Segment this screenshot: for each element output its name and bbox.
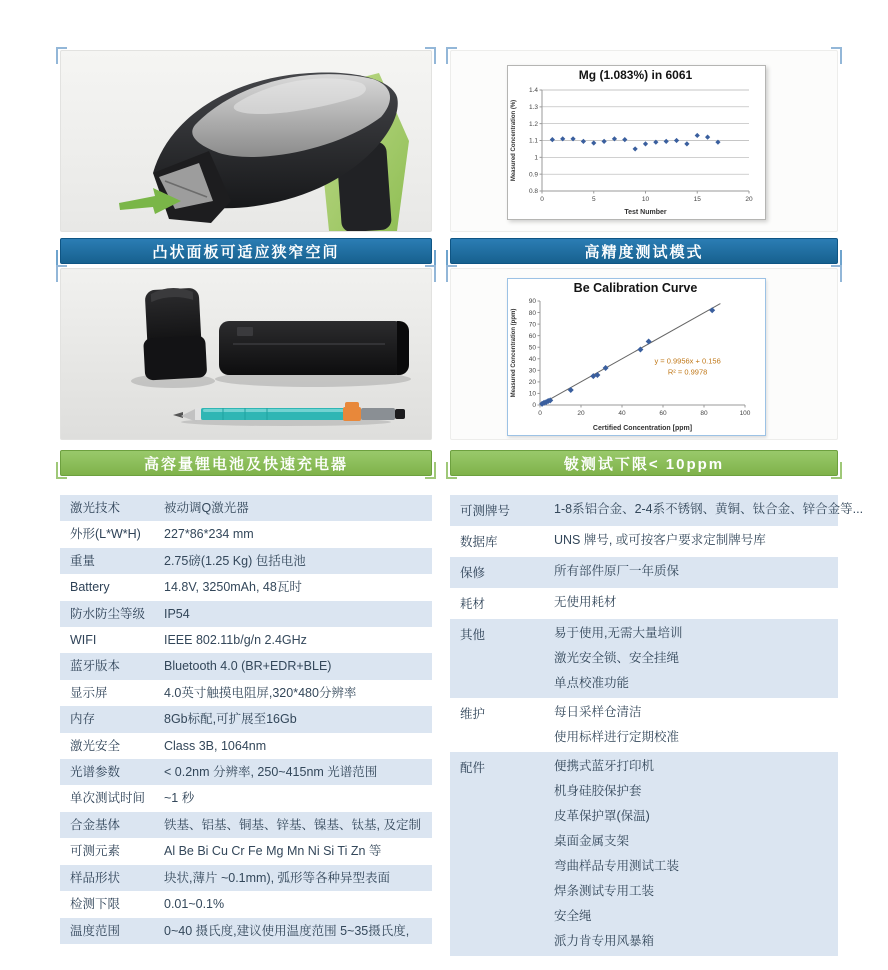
- spec-label: 重量: [70, 553, 96, 568]
- left-column: [60, 50, 432, 944]
- y-tick-label: 10: [528, 390, 536, 398]
- data-point: [664, 139, 669, 144]
- x-tick-label: 80: [700, 410, 708, 417]
- spec-value-group: [164, 627, 432, 653]
- y-tick-label: 50: [528, 344, 536, 352]
- spec-value: 铁基、铝基、铜基、锌基、镍基、钛基, 及定制: [164, 817, 421, 832]
- table-row: [60, 495, 432, 521]
- spec-value: 每日采样仓清洁: [554, 705, 642, 719]
- table-row: [60, 812, 432, 838]
- x-tick-label: 10: [641, 196, 650, 203]
- battery-cap: [141, 286, 208, 380]
- spec-value: Bluetooth 4.0 (BR+EDR+BLE): [164, 659, 332, 674]
- caption-text: 铍测试下限< 10ppm: [563, 455, 725, 473]
- spec-value: 所有部件原厂一年质保: [554, 564, 680, 578]
- x-axis-ticks: [540, 191, 753, 203]
- table-row: [60, 891, 432, 917]
- spec-label: WIFI: [70, 633, 97, 648]
- battery-photo: [60, 268, 432, 440]
- section-be-limit: [450, 268, 838, 476]
- spec-value-group: [546, 497, 863, 524]
- spec-label: 合金基体: [70, 817, 121, 832]
- spec-value: 弯曲样品专用测试工装: [554, 859, 680, 873]
- table-row: [450, 526, 838, 557]
- spec-label: 显示屏: [70, 685, 108, 700]
- x-tick-label: 40: [618, 410, 626, 417]
- spec-label: 激光技术: [70, 501, 121, 515]
- data-point: [550, 137, 555, 142]
- spec-value: 焊条测试专用工装: [554, 884, 655, 898]
- spec-value-group: [164, 680, 432, 706]
- table-row: [60, 838, 432, 864]
- table-row: [60, 574, 432, 600]
- spec-value: 激光安全锁、安全挂绳: [554, 651, 680, 665]
- spec-value: Class 3B, 1064nm: [164, 738, 267, 753]
- table-row: [60, 653, 432, 679]
- spec-value: 被动调Q激光器: [164, 501, 249, 515]
- data-point: [684, 141, 689, 146]
- data-point: [705, 135, 710, 140]
- spec-value: 8Gb标配,可扩展至16Gb: [164, 712, 297, 727]
- equation-annotation: [654, 356, 720, 376]
- spec-label: 蓝牙版本: [70, 659, 121, 674]
- spec-label: 内存: [70, 712, 96, 727]
- y-tick-label: 40: [528, 355, 536, 363]
- y-tick-label: 0.8: [528, 188, 538, 196]
- spec-label: 耗材: [460, 597, 486, 611]
- spec-value-group: [546, 528, 838, 555]
- spec-value-group: [164, 495, 432, 521]
- spec-value: Al Be Bi Cu Cr Fe Mg Mn Ni Si Ti Zn 等: [164, 844, 382, 859]
- gridlines: [542, 90, 749, 174]
- spec-value-group: [546, 559, 838, 586]
- spec-value: 0~40 摄氏度,建议使用温度范围 5~35摄氏度,: [164, 923, 410, 938]
- data-point: [581, 139, 586, 144]
- spec-value: 派力肯专用风暴箱: [554, 934, 655, 948]
- data-points: [550, 133, 721, 152]
- be-chart: [507, 278, 766, 436]
- y-tick-label: 1.3: [528, 104, 538, 112]
- spec-value: 无使用耗材: [554, 595, 617, 609]
- table-row: [60, 918, 432, 944]
- spec-label: 配件: [460, 761, 486, 775]
- spec-value-group: [164, 865, 432, 891]
- spec-value: IEEE 802.11b/g/n 2.4GHz: [164, 633, 307, 648]
- x-axis-label: Test Number: [624, 209, 667, 216]
- spec-value-group: [164, 891, 432, 917]
- table-row: [450, 698, 838, 752]
- spec-value: 桌面金属支架: [554, 834, 630, 848]
- section-battery: [60, 268, 432, 476]
- table-row: [60, 680, 432, 706]
- y-axis-ticks: [529, 298, 540, 409]
- be-chart-panel: [450, 268, 838, 440]
- caption-banner-battery: [60, 450, 432, 476]
- table-row: [60, 521, 432, 547]
- spec-label: Battery: [70, 580, 110, 595]
- spec-value: 机身硅胶保护套: [554, 784, 642, 798]
- spec-value: UNS 牌号, 或可按客户要求定制牌号库: [554, 533, 766, 547]
- battery-pack: [219, 321, 409, 375]
- data-point: [568, 387, 574, 393]
- chart-title: Be Calibration Curve: [573, 281, 698, 295]
- spec-value: 皮革保护罩(保温): [554, 809, 650, 823]
- spec-value: 2.75磅(1.25 Kg) 包括电池: [164, 553, 306, 568]
- spec-value-group: [164, 838, 432, 864]
- spec-value-group: [164, 706, 432, 732]
- data-point: [633, 146, 638, 151]
- spec-label: 保修: [460, 566, 486, 580]
- spec-value: 0.01~0.1%: [164, 897, 225, 912]
- caption-banner-precision: [450, 238, 838, 264]
- spec-value-group: [164, 574, 432, 600]
- spec-label: 激光安全: [70, 738, 121, 753]
- spec-value: 14.8V, 3250mAh, 48瓦时: [164, 580, 302, 595]
- spec-label: 可测元素: [70, 844, 121, 859]
- spec-label: 光谱参数: [70, 765, 121, 780]
- spec-value-group: [164, 548, 432, 574]
- x-tick-label: 15: [693, 196, 701, 203]
- spec-value: 便携式蓝牙打印机: [554, 759, 655, 773]
- battery-illustration: [61, 269, 431, 439]
- y-tick-label: 1.4: [528, 87, 538, 95]
- data-point: [643, 141, 648, 146]
- spec-value: 使用标样进行定期校准: [554, 730, 680, 744]
- spec-value-group: [164, 918, 432, 944]
- spec-value: 227*86*234 mm: [164, 527, 254, 542]
- spec-value-group: [546, 590, 838, 617]
- spec-value: 块状,薄片 ~0.1mm), 弧形等各种异型表面: [164, 870, 391, 885]
- y-tick-label: 60: [528, 332, 536, 340]
- spec-value: 4.0英寸触摸电阻屏,320*480分辨率: [164, 685, 357, 700]
- spec-value-group: [164, 812, 432, 838]
- mg-scatter-chart: [508, 66, 763, 217]
- x-tick-label: 100: [739, 410, 751, 417]
- spec-value: 1-8系铝合金、2-4系不锈钢、黄铜、钛合金、锌合金等...: [554, 502, 864, 516]
- left-spec-table: [60, 495, 432, 944]
- data-point: [603, 365, 609, 371]
- spec-label: 样品形状: [70, 870, 121, 885]
- caption-text: 高容量锂电池及快速充电器: [143, 455, 348, 473]
- table-row: [450, 619, 838, 698]
- x-tick-label: 0: [540, 196, 544, 203]
- spec-value: 安全绳: [554, 909, 592, 923]
- y-tick-label: 30: [528, 367, 536, 375]
- x-tick-label: 60: [659, 410, 667, 417]
- y-axis-label: Measured Concentration (%): [511, 99, 517, 182]
- spec-value-group: [164, 785, 432, 811]
- spec-label: 数据库: [460, 535, 498, 549]
- y-tick-label: 1.1: [528, 137, 538, 145]
- spec-label: 温度范围: [70, 923, 121, 938]
- table-row: [60, 706, 432, 732]
- caption-text: 凸状面板可适应狭窄空间: [152, 243, 340, 261]
- table-row: [450, 557, 838, 588]
- x-tick-label: 5: [591, 196, 596, 203]
- data-point: [695, 133, 700, 138]
- y-tick-label: 1: [534, 154, 538, 162]
- mg-chart: [507, 65, 766, 220]
- product-photo: [60, 50, 432, 232]
- svg-text:R² = 0.9978: R² = 0.9978: [667, 367, 708, 377]
- table-row: [450, 752, 838, 956]
- spec-value-group: [546, 700, 838, 750]
- x-tick-label: 0: [538, 410, 542, 417]
- data-point: [646, 338, 652, 344]
- y-tick-label: 80: [528, 309, 536, 317]
- section-precision-mode: [450, 50, 838, 264]
- table-row: [60, 785, 432, 811]
- svg-text:y = 0.9956x + 0.156: y = 0.9956x + 0.156: [654, 356, 721, 366]
- x-axis-ticks: [538, 405, 751, 417]
- y-axis-ticks: [529, 87, 542, 195]
- analyzer-illustration: [61, 51, 431, 231]
- spec-value-group: [164, 521, 432, 547]
- y-tick-label: 0: [532, 402, 536, 410]
- table-row: [60, 865, 432, 891]
- spec-label: 其他: [460, 628, 486, 642]
- scale-pencil: [173, 402, 405, 422]
- data-point: [591, 140, 596, 145]
- spec-value-group: [164, 733, 432, 759]
- trend-line: [540, 304, 720, 405]
- spec-value-group: [164, 653, 432, 679]
- table-row: [450, 495, 864, 526]
- data-point: [709, 307, 715, 313]
- spec-value-group: [164, 759, 432, 785]
- spec-label: 检测下限: [70, 897, 121, 912]
- spec-value-group: [164, 601, 432, 627]
- be-calibration-chart: [508, 279, 763, 433]
- right-column: [450, 50, 864, 956]
- y-tick-label: 0.9: [528, 171, 538, 179]
- table-row: [60, 759, 432, 785]
- chart-title: Mg (1.083%) in 6061: [578, 68, 693, 82]
- spec-value: < 0.2nm 分辨率, 250~415nm 光谱范围: [164, 765, 378, 780]
- spec-label: 可测牌号: [460, 504, 511, 518]
- x-axis-label: Certified Concentration [ppm]: [592, 425, 693, 432]
- spec-label: 防水防尘等级: [70, 606, 146, 621]
- data-point: [674, 138, 679, 143]
- table-row: [60, 601, 432, 627]
- table-row: [60, 733, 432, 759]
- spec-value: 单点校准功能: [554, 676, 630, 690]
- table-row: [60, 548, 432, 574]
- spec-value-group: [546, 621, 838, 696]
- y-tick-label: 70: [528, 321, 536, 329]
- spec-value: ~1 秒: [164, 791, 195, 806]
- x-tick-label: 20: [577, 410, 585, 417]
- x-tick-label: 20: [745, 196, 753, 203]
- spec-value: 易于使用,无需大量培训: [554, 626, 683, 640]
- caption-banner-convex: [60, 238, 432, 264]
- table-row: [450, 588, 838, 619]
- section-convex-panel: [60, 50, 432, 264]
- mg-chart-panel: [450, 50, 838, 232]
- data-point: [622, 137, 627, 142]
- data-point: [602, 139, 607, 144]
- right-spec-table: [450, 495, 864, 956]
- caption-banner-be-limit: [450, 450, 838, 476]
- spec-label: 维护: [460, 707, 486, 721]
- spec-value: IP54: [164, 606, 190, 621]
- y-tick-label: 1.2: [528, 120, 538, 128]
- table-row: [60, 627, 432, 653]
- caption-text: 高精度测试模式: [584, 243, 704, 261]
- y-tick-label: 20: [528, 379, 536, 387]
- y-axis-label: Measured Concentration (ppm): [511, 308, 517, 398]
- spec-label: 单次测试时间: [70, 791, 146, 806]
- y-tick-label: 90: [528, 298, 536, 306]
- spec-label: 外形(L*W*H): [70, 527, 141, 542]
- spec-value-group: [546, 754, 838, 954]
